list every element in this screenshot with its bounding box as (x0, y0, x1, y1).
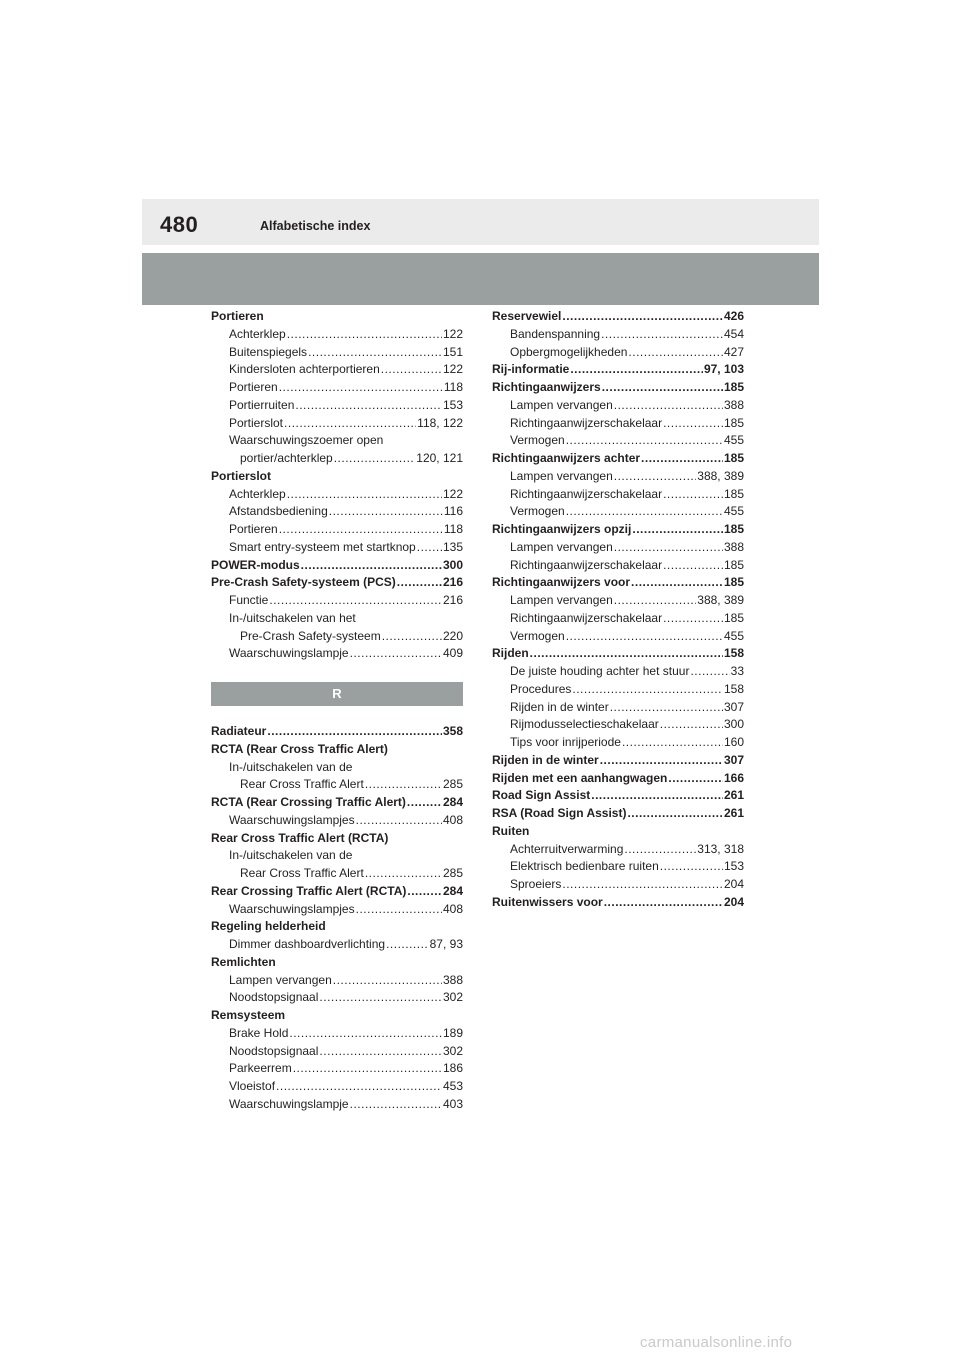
index-entry (211, 397, 463, 415)
dot-leader (279, 379, 443, 397)
index-entry (492, 326, 744, 344)
dot-leader (660, 716, 723, 734)
index-entry-page: 455 (723, 504, 744, 519)
dot-leader (295, 397, 442, 415)
index-entry-page: 307 (723, 699, 744, 714)
index-entry (492, 752, 744, 770)
index-entry-page: 189 (442, 1025, 463, 1040)
index-entry-label: Vloeistof (229, 1079, 276, 1093)
index-entry-page: 87, 93 (429, 937, 463, 951)
index-entry-label: Richtingaanwijzerschakelaar (510, 557, 663, 572)
dot-leader (591, 787, 723, 805)
index-entry-label: Rear Cross Traffic Alert (RCTA) (211, 830, 389, 845)
index-entry-page: 166 (723, 770, 744, 785)
dot-leader (601, 326, 723, 344)
index-entry-page: 455 (723, 433, 744, 448)
dot-leader (614, 539, 723, 557)
index-entry-page: 158 (723, 681, 744, 696)
dot-leader (627, 805, 723, 823)
index-entry (492, 805, 744, 823)
index-entry-label: Richtingaanwijzerschakelaar (510, 610, 663, 625)
index-entry (211, 794, 463, 812)
index-entry-page: 185 (723, 380, 744, 394)
dot-leader (572, 681, 723, 699)
dot-leader (641, 450, 723, 468)
index-entry (211, 503, 463, 521)
index-entry-label: Brake Hold (229, 1025, 289, 1040)
index-entry-label: Richtingaanwijzers achter (492, 451, 641, 465)
dot-leader (604, 894, 723, 912)
dot-leader (622, 734, 723, 752)
dot-leader (293, 1060, 442, 1078)
index-entry (492, 432, 744, 450)
index-entry-page: 160 (723, 735, 744, 749)
index-entry-page: 216 (442, 575, 463, 590)
index-entry-label: RCTA (Rear Crossing Traffic Alert) (211, 795, 406, 809)
index-entry-label: Portierslot (229, 415, 284, 430)
index-entry (492, 699, 744, 717)
index-entry-page: 118, 122 (417, 415, 463, 430)
dot-leader (632, 521, 723, 539)
dot-leader (566, 432, 723, 450)
index-entry-label: Portieren (211, 309, 264, 323)
index-entry-label: Waarschuwingslampje (229, 1096, 349, 1111)
index-entry (211, 954, 463, 972)
index-entry-label: Sproeiers (510, 877, 562, 891)
index-entry (211, 468, 463, 486)
index-entry (492, 681, 744, 699)
dot-leader (356, 812, 442, 830)
index-entry-label: Rijmodusselectieschakelaar (510, 717, 659, 732)
index-entry-page: 408 (442, 901, 463, 916)
index-entry-label: Radiateur (211, 724, 267, 738)
index-entry-label: Rijden met een aanhangwagen (492, 770, 668, 785)
index-entry-page: 120, 121 (416, 451, 463, 465)
index-entry-label: Ruiten (492, 823, 530, 838)
dot-leader (562, 876, 723, 894)
index-entry-label: Functie (229, 593, 269, 607)
index-entry-label: Regeling helderheid (211, 919, 326, 934)
index-column-right (492, 308, 744, 912)
index-entry-page: 220 (442, 628, 463, 643)
index-entry (211, 361, 463, 379)
index-entry-label: Rijden in de winter (510, 699, 609, 714)
index-entry (211, 326, 463, 344)
index-entry-page: 300 (442, 557, 463, 572)
index-entry-page: 284 (442, 883, 463, 898)
header-band (142, 199, 819, 245)
index-entry-label: Remsysteem (211, 1008, 286, 1022)
dot-leader (356, 901, 442, 919)
index-entry (492, 379, 744, 397)
dot-leader (614, 397, 723, 415)
dot-leader (301, 557, 442, 575)
dot-leader (365, 776, 442, 794)
index-entry-page: 261 (723, 788, 744, 803)
dot-leader (690, 663, 729, 681)
index-entry (492, 397, 744, 415)
index-entry-page: 151 (442, 344, 463, 359)
index-entry (211, 628, 463, 646)
index-entry-page: 118 (443, 380, 463, 394)
index-entry-label: Richtingaanwijzers (492, 380, 601, 394)
index-entry-page: 302 (442, 990, 463, 1005)
index-entry (492, 894, 744, 912)
index-entry-page: 455 (723, 628, 744, 643)
index-entry-label: Lampen vervangen (510, 468, 613, 483)
index-entry (211, 1060, 463, 1078)
dot-leader (663, 557, 723, 575)
index-entry-page: 118 (443, 522, 463, 536)
index-entry-page: 403 (442, 1096, 463, 1111)
index-entry (492, 823, 744, 841)
index-entry-label: In-/uitschakelen van de (229, 848, 353, 863)
index-entry (492, 361, 744, 379)
index-entry (211, 521, 463, 539)
dot-leader (663, 415, 723, 433)
index-entry-page: 388 (442, 972, 463, 987)
index-entry (492, 716, 744, 734)
index-entry (211, 901, 463, 919)
dot-leader (628, 344, 723, 362)
index-entry-page: 185 (723, 522, 744, 536)
index-entry-label: Procedures (510, 681, 572, 696)
index-entry (211, 936, 463, 954)
index-entry (492, 344, 744, 362)
index-entry-label: Achterklep (229, 486, 286, 501)
index-entry (211, 486, 463, 504)
dot-leader (600, 752, 723, 770)
index-entry (492, 876, 744, 894)
index-entry-page: 185 (723, 575, 744, 590)
index-entry-page: 285 (442, 777, 463, 792)
index-entry-page: 388 (723, 397, 744, 412)
dot-leader (308, 344, 442, 362)
index-entry-label: Opbergmogelijkheden (510, 344, 628, 359)
index-entry-page: 427 (723, 344, 744, 359)
index-entry (492, 734, 744, 752)
index-entry (211, 741, 463, 759)
index-entry-label: Remlichten (211, 954, 276, 969)
index-entry (492, 415, 744, 433)
index-entry-page: 388, 389 (697, 593, 744, 607)
dot-leader (407, 883, 442, 901)
index-entry-label: Lampen vervangen (510, 397, 613, 412)
index-entry-label: Rear Cross Traffic Alert (240, 777, 364, 792)
index-entry-label: Vermogen (510, 628, 565, 643)
dot-leader (289, 1025, 442, 1043)
index-list-r-continued (492, 308, 744, 912)
index-entry (492, 787, 744, 805)
index-entry-label: Pre-Crash Safety-systeem (240, 628, 381, 643)
index-entry (211, 308, 463, 326)
index-entry-label: Reservewiel (492, 309, 562, 323)
index-entry-page: 185 (723, 557, 744, 572)
index-entry-page: 185 (723, 486, 744, 501)
index-entry (211, 972, 463, 990)
index-entry (211, 645, 463, 663)
index-entry-page: 122 (442, 326, 463, 341)
index-entry (492, 592, 744, 610)
dot-leader (566, 503, 723, 521)
index-entry (492, 450, 744, 468)
index-entry-label: Afstandsbediening (229, 504, 328, 519)
index-entry-label: Lampen vervangen (510, 539, 613, 554)
index-entry (492, 663, 744, 681)
index-entry-label: RSA (Road Sign Assist) (492, 806, 627, 820)
index-entry (211, 830, 463, 848)
dot-leader (660, 858, 723, 876)
index-entry (492, 539, 744, 557)
index-entry-label: Richtingaanwijzers voor (492, 575, 631, 590)
index-entry (211, 847, 463, 865)
index-entry-label: Waarschuwingslampjes (229, 901, 355, 916)
index-entry-label: Dimmer dashboardverlichting (229, 937, 386, 951)
index-entry-page: 313, 318 (697, 841, 744, 856)
dot-leader (287, 326, 442, 344)
index-entry-page: 153 (723, 859, 744, 874)
index-entry (211, 1007, 463, 1025)
index-entry (211, 989, 463, 1007)
index-entry (211, 1043, 463, 1061)
index-entry-page: 300 (723, 717, 744, 732)
index-entry-label: Vermogen (510, 504, 565, 519)
index-entry-page: 426 (723, 309, 744, 323)
index-entry-page: 216 (442, 593, 463, 607)
index-entry (492, 841, 744, 859)
index-entry-page: 388, 389 (697, 468, 744, 483)
index-entry-page: 158 (723, 646, 744, 661)
index-entry-label: portier/achterklep (240, 451, 333, 465)
index-entry-page: 116 (443, 504, 463, 519)
dot-leader (276, 1078, 442, 1096)
index-entry-label: Lampen vervangen (510, 593, 613, 607)
dot-leader (365, 865, 442, 883)
dot-leader (602, 379, 723, 397)
chapter-title-band (142, 253, 819, 305)
dot-leader (382, 628, 442, 646)
dot-leader (397, 574, 442, 592)
index-entry-page: 358 (442, 724, 463, 738)
index-entry-label: Smart entry-systeem met startknop (229, 539, 416, 554)
index-entry (211, 812, 463, 830)
index-list-r (211, 723, 463, 1114)
index-entry-label: Richtingaanwijzerschakelaar (510, 415, 663, 430)
dot-leader (319, 989, 442, 1007)
dot-leader (269, 592, 442, 610)
index-entry-label: RCTA (Rear Cross Traffic Alert) (211, 741, 388, 756)
index-entry-page: 388 (723, 539, 744, 554)
dot-leader (350, 645, 442, 663)
dot-leader (570, 361, 703, 379)
index-entry-page: 302 (442, 1043, 463, 1058)
dot-leader (381, 361, 442, 379)
index-entry-label: In-/uitschakelen van het (229, 610, 356, 625)
dot-leader (566, 628, 723, 646)
index-entry-label: Kindersloten achterportieren (229, 362, 380, 377)
index-entry (211, 557, 463, 575)
index-entry-page: 153 (442, 397, 463, 412)
index-entry-label: Waarschuwingszoemer open (229, 433, 384, 448)
index-entry-label: Rijden (492, 646, 529, 661)
index-entry-label: Portieren (229, 522, 278, 536)
index-entry (211, 432, 463, 450)
index-entry-page: 204 (723, 877, 744, 891)
index-entry-label: Portierslot (211, 468, 272, 483)
index-entry (211, 450, 463, 468)
index-entry (211, 610, 463, 628)
dot-leader (417, 539, 442, 557)
index-entry (492, 503, 744, 521)
index-entry-label: Rij-informatie (492, 362, 570, 377)
index-entry (211, 918, 463, 936)
index-entry-page: 307 (723, 752, 744, 767)
dot-leader (386, 936, 429, 954)
index-entry-page: 185 (723, 415, 744, 430)
index-entry-label: Vermogen (510, 433, 565, 448)
index-entry (211, 883, 463, 901)
dot-leader (329, 503, 443, 521)
index-entry (492, 770, 744, 788)
index-entry-label: Achterruitverwarming (510, 841, 624, 856)
dot-leader (407, 794, 442, 812)
index-entry-label: Elektrisch bedienbare ruiten (510, 859, 659, 874)
dot-leader (267, 723, 442, 741)
index-entry-label: De juiste houding achter het stuur (510, 664, 690, 678)
index-entry-label: Road Sign Assist (492, 788, 591, 803)
dot-leader (333, 972, 442, 990)
index-entry (492, 468, 744, 486)
index-entry-page: 186 (442, 1061, 463, 1076)
dot-leader (614, 592, 697, 610)
index-entry-page: 97, 103 (703, 362, 744, 377)
index-entry-page: 453 (442, 1079, 463, 1093)
index-entry-label: Bandenspanning (510, 326, 601, 341)
index-entry-page: 285 (442, 866, 463, 880)
dot-leader (624, 841, 696, 859)
index-entry-label: Portierruiten (229, 397, 295, 412)
index-entry (211, 344, 463, 362)
index-entry-page: 204 (723, 894, 744, 909)
watermark: carmanualsonline.info (640, 1334, 793, 1351)
index-entry-page: 261 (723, 806, 744, 820)
index-entry-label: Waarschuwingslampje (229, 646, 349, 661)
index-entry-page: 122 (442, 486, 463, 501)
index-entry-label: Buitenspiegels (229, 344, 308, 359)
index-entry-label: Noodstopsignaal (229, 1043, 319, 1058)
index-entry-label: Tips voor inrijperiode (510, 735, 621, 749)
index-entry (492, 521, 744, 539)
index-entry-label: Richtingaanwijzerschakelaar (510, 486, 663, 501)
index-entry-page: 409 (442, 646, 463, 661)
index-column-left (211, 308, 463, 1114)
dot-leader (631, 574, 723, 592)
index-entry-page: 122 (442, 362, 463, 377)
index-entry (211, 415, 463, 433)
index-entry (492, 486, 744, 504)
index-entry-label: Rear Cross Traffic Alert (240, 866, 364, 880)
index-entry (492, 645, 744, 663)
letter-heading-r: R (211, 682, 463, 706)
index-entry-page: 185 (723, 451, 744, 465)
dot-leader (287, 486, 442, 504)
dot-leader (284, 415, 416, 433)
index-entry-label: Richtingaanwijzers opzij (492, 522, 632, 536)
index-entry (211, 723, 463, 741)
dot-leader (610, 699, 723, 717)
index-entry-label: Ruitenwissers voor (492, 894, 603, 909)
index-entry (492, 610, 744, 628)
index-entry-page: 284 (442, 795, 463, 809)
index-entry-label: In-/uitschakelen van de (229, 759, 353, 774)
index-entry-label: Portieren (229, 380, 278, 394)
index-entry-page: 408 (442, 812, 463, 827)
index-entry-label: Achterklep (229, 326, 286, 341)
index-list-p (211, 308, 463, 663)
index-entry-page: 135 (442, 539, 463, 554)
index-entry (492, 628, 744, 646)
section-title: Alfabetische index (260, 219, 371, 233)
index-entry (211, 1096, 463, 1114)
index-entry-label: Parkeerrem (229, 1061, 292, 1076)
index-entry-label: Rear Crossing Traffic Alert (RCTA) (211, 883, 407, 898)
index-entry (211, 539, 463, 557)
index-entry (211, 1025, 463, 1043)
index-entry (211, 759, 463, 777)
index-entry (492, 858, 744, 876)
index-entry-page: 454 (723, 326, 744, 341)
index-entry (492, 557, 744, 575)
index-entry-label: Noodstopsignaal (229, 990, 319, 1005)
index-entry (211, 574, 463, 592)
index-entry-page: 33 (730, 664, 744, 678)
dot-leader (279, 521, 443, 539)
index-entry-label: Rijden in de winter (492, 752, 599, 767)
index-entry (211, 865, 463, 883)
index-entry-label: POWER-modus (211, 557, 300, 572)
dot-leader (530, 645, 723, 663)
index-entry-page: 185 (723, 610, 744, 625)
index-entry (211, 1078, 463, 1096)
dot-leader (668, 770, 723, 788)
index-entry-label: Pre-Crash Safety-systeem (PCS) (211, 575, 396, 590)
dot-leader (663, 486, 723, 504)
index-entry-label: Waarschuwingslampjes (229, 812, 355, 827)
dot-leader (663, 610, 723, 628)
index-entry-label: Lampen vervangen (229, 972, 332, 987)
dot-leader (614, 468, 697, 486)
index-entry (211, 379, 463, 397)
page-number: 480 (160, 212, 199, 237)
dot-leader (319, 1043, 442, 1061)
dot-leader (350, 1096, 442, 1114)
dot-leader (562, 308, 723, 326)
index-entry (492, 574, 744, 592)
index-entry (492, 308, 744, 326)
index-entry (211, 592, 463, 610)
dot-leader (334, 450, 416, 468)
index-entry (211, 776, 463, 794)
